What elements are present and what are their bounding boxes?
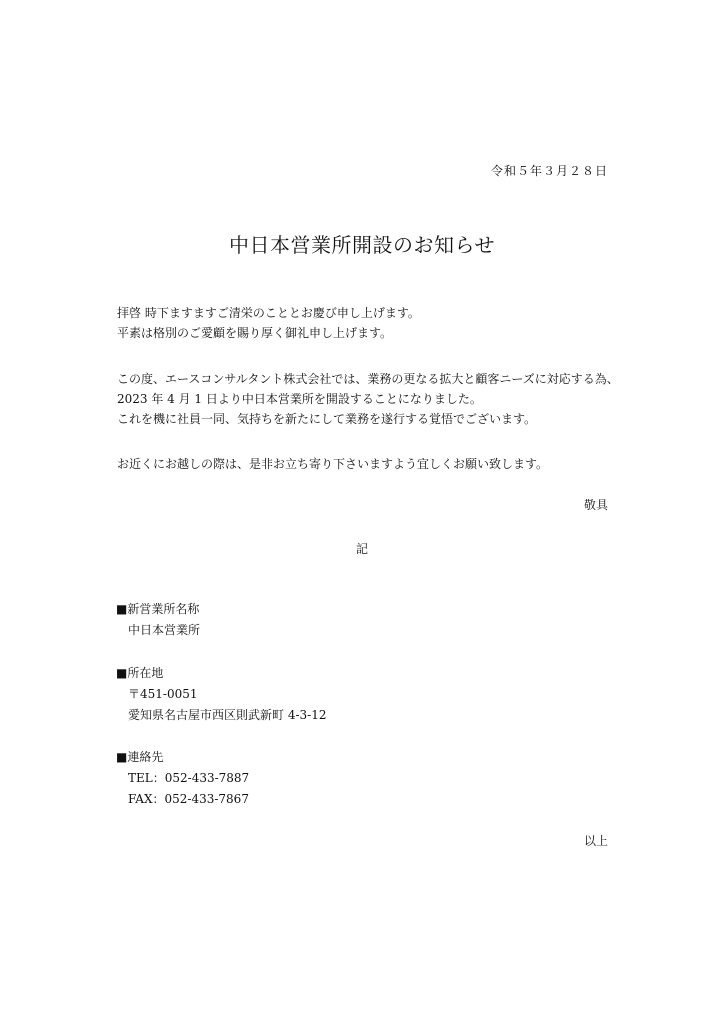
contact-section <box>116 747 249 810</box>
fax-number: FAX：052-433-7867 <box>128 792 249 806</box>
end-word: 以上 <box>583 834 608 848</box>
address-section <box>116 663 326 726</box>
greeting-paragraph <box>117 303 617 343</box>
section-heading <box>116 663 326 684</box>
postal-code: 〒451-0051 <box>128 687 198 701</box>
section-heading <box>116 747 249 768</box>
office-name-heading: 新営業所名称 <box>127 602 200 616</box>
contact-heading: 連絡先 <box>127 750 164 764</box>
office-name-value: 中日本営業所 <box>128 623 201 637</box>
address-heading: 所在地 <box>127 666 164 680</box>
announcement-line: これを機に社員一同、気持ちを新たにして業務を遂行する覚悟でございます。 <box>117 412 537 426</box>
square-bullet-icon: ■ <box>116 666 128 680</box>
greeting-line: 平素は格別のご愛顧を賜り厚く御礼申し上げます。 <box>117 326 393 340</box>
square-bullet-icon: ■ <box>116 602 128 616</box>
announcement-line: 2023 年 4 月 1 日より中日本営業所を開設することになりました。 <box>117 392 482 406</box>
section-heading <box>116 599 200 620</box>
document-title: 中日本営業所開設のお知らせ <box>229 233 495 257</box>
street-address: 愛知県名古屋市西区則武新町 4-3-12 <box>128 708 327 722</box>
closing-word: 敬具 <box>583 498 608 512</box>
office-name-section <box>116 599 200 641</box>
invitation-line: お近くにお越しの際は、是非お立ち寄り下さいますよう宜しくお願い致します。 <box>117 457 549 471</box>
invitation-paragraph <box>117 454 617 474</box>
document-date: 令和５年３月２８日 <box>490 164 608 178</box>
ki-heading: 記 <box>356 542 369 556</box>
greeting-line: 拝啓 時下ますますご清栄のこととお慶び申し上げます。 <box>117 306 420 320</box>
square-bullet-icon: ■ <box>116 750 128 764</box>
announcement-paragraph <box>117 369 617 429</box>
announcement-line: この度、エースコンサルタント株式会社では、業務の更なる拡大と顧客ニーズに対応する為、 <box>117 372 619 386</box>
telephone-number: TEL：052-433-7887 <box>128 771 250 785</box>
